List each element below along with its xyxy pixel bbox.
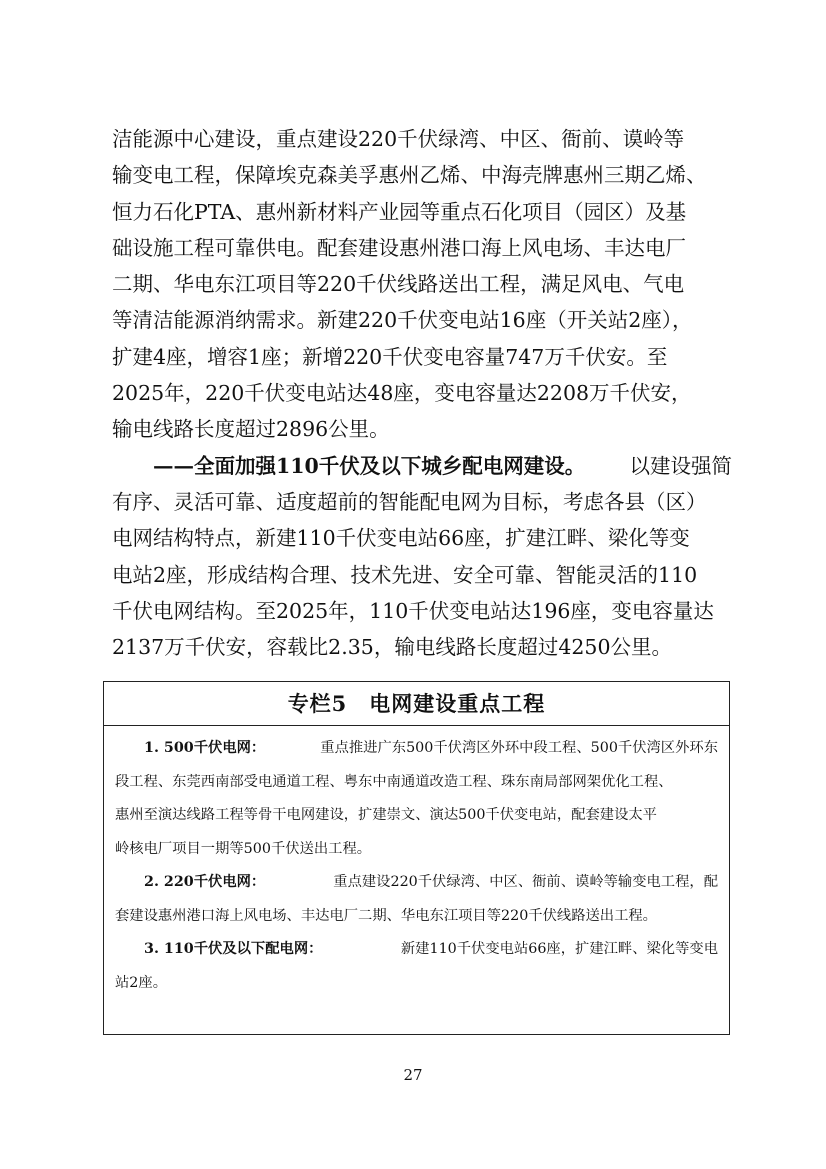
paragraph-line: 2137万千伏安，容载比2.35，输电线路长度超过4250公里。 [112,635,672,660]
paragraph-line: 有序、灵活可靠、适度超前的智能配电网为目标，考虑各县（区） [112,489,707,514]
paragraph-line: 二期、华电东江项目等220千伏线路送出工程，满足风电、气电 [112,272,685,297]
box-line: 岭核电厂项目一期等500千伏送出工程。 [115,840,372,857]
paragraph-line: 恒力石化PTA、惠州新材料产业园等重点石化项目（园区）及基 [112,199,687,224]
box-line: 3. 110千伏及以下配电网： 新建110千伏变电站66座，扩建江畔、梁化等变电 [115,933,718,967]
item-heading: 3. 110千伏及以下配电网： [144,941,323,957]
box-line: 站2座。 [115,974,167,991]
box-line: 惠州至演达线路工程等骨干电网建设，扩建崇文、演达500千伏变电站，配套建设太平 [115,807,657,823]
box-body [104,726,729,1000]
body-text [112,121,732,665]
feature-box [103,681,730,1035]
box-title: 专栏5 电网建设重点工程 [104,682,729,726]
page-number: 27 [403,1066,423,1084]
item-heading: 2. 220千伏电网： [144,874,266,890]
paragraph-line: 洁能源中心建设，重点建设220千伏绿湾、中区、衙前、谟岭等 [112,127,685,151]
paragraph-line: 等清洁能源消纳需求。新建220千伏变电站16座（开关站2座）， [112,308,693,333]
section-heading: ——全面加强110千伏及以下城乡配电网建设。 [153,453,586,478]
paragraph-line: 电站2座，形成结构合理、技术先进、安全可靠、智能灵活的110 [112,562,698,587]
paragraph-line: 千伏电网结构。至2025年，110千伏变电站达196座，变电容量达 [112,598,714,623]
paragraph-line: 2025年，220千伏变电站达48座，变电容量达2208万千伏安， [112,381,692,406]
paragraph-line: 输电线路长度超过2896公里。 [112,417,390,442]
item-heading: 1. 500千伏电网： [144,740,266,756]
box-line: 段工程、东莞西南部受电通道工程、粤东中南通道改造工程、珠东南局部网架优化工程、 [115,773,673,790]
paragraph-line: 电网结构特点，新建110千伏变电站66座，扩建江畔、梁化等变 [112,526,690,551]
box-line: 1. 500千伏电网： 重点推进广东500千伏湾区外环中段工程、500千伏湾区外环东 [115,732,718,766]
paragraph-line: ——全面加强110千伏及以下城乡配电网建设。 以建设强简 [112,448,732,484]
paragraph-line: 础设施工程可靠供电。配套建设惠州港口海上风电场、丰达电厂 [112,235,686,260]
paragraph-line: 输变电工程，保障埃克森美孚惠州乙烯、中海壳牌惠州三期乙烯、 [112,163,707,188]
paragraph-line: 扩建4座，增容1座；新增220千伏变电容量747万千伏安。至 [112,344,668,369]
box-line: 套建设惠州港口海上风电场、丰达电厂二期、华电东江项目等220千伏线路送出工程。 [115,907,657,924]
box-line: 2. 220千伏电网： 重点建设220千伏绿湾、中区、衙前、谟岭等输变电工程，配 [115,866,718,900]
